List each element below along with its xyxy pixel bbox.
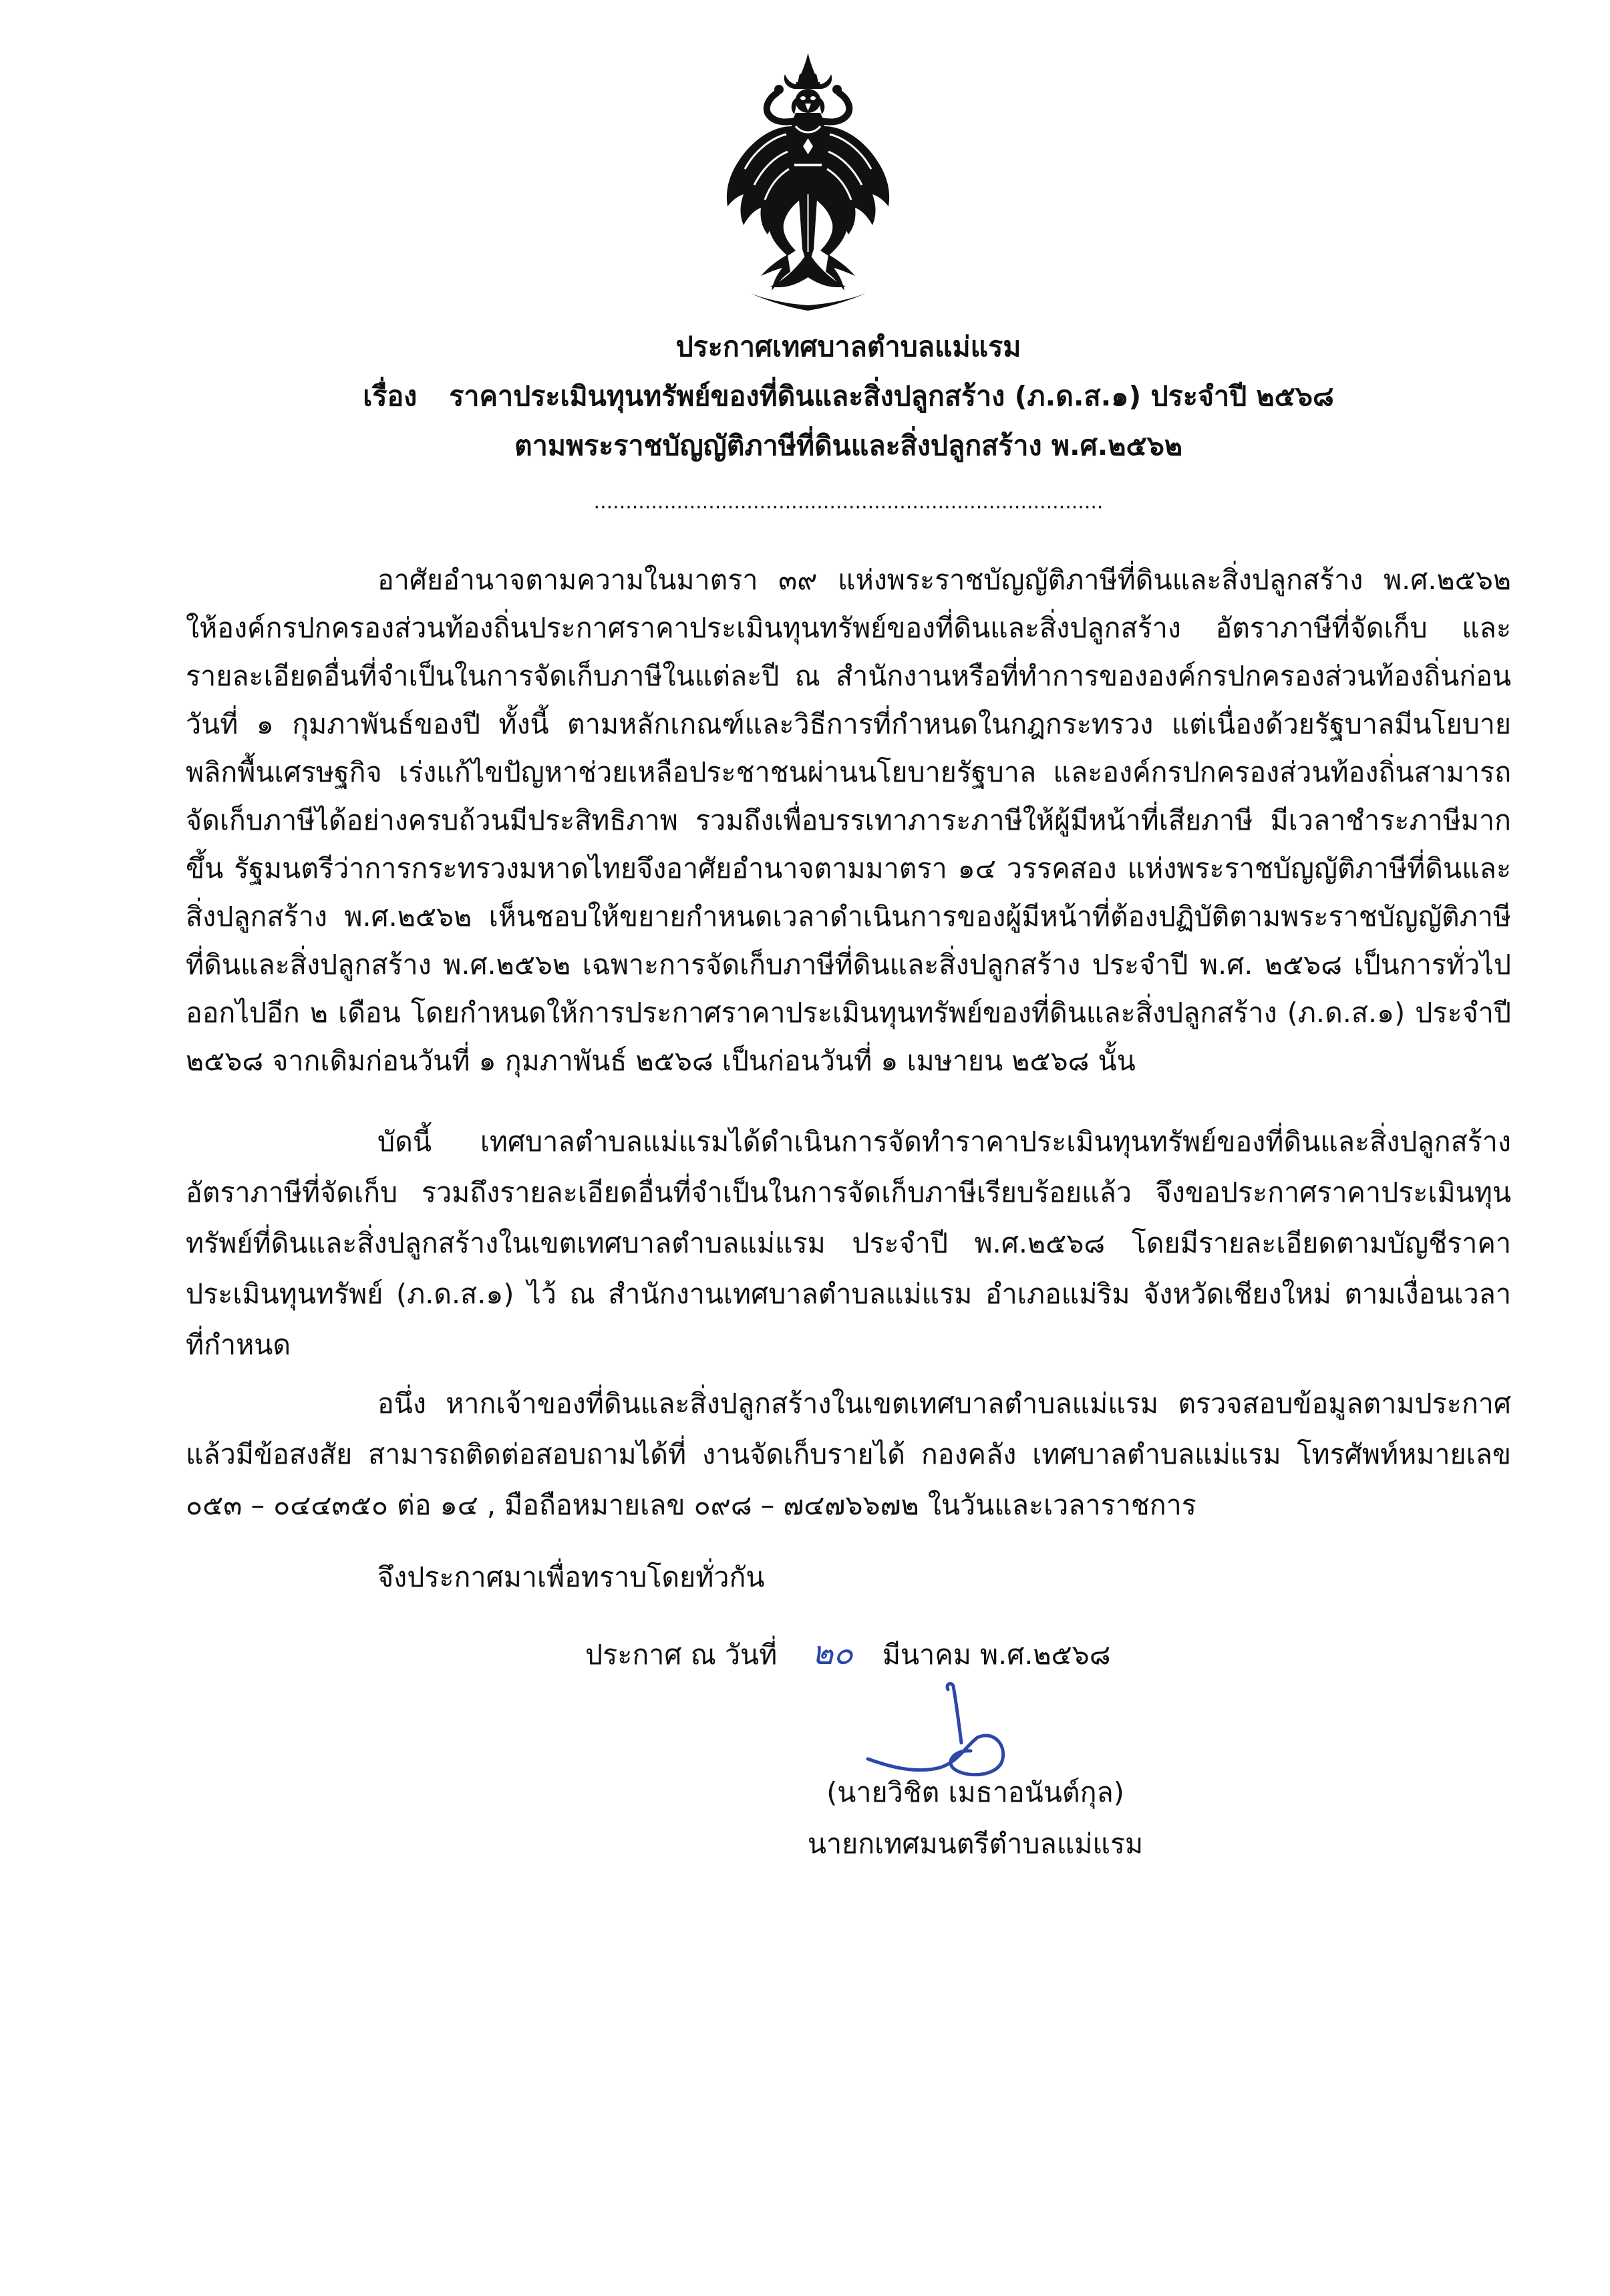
garuda-emblem xyxy=(713,51,903,312)
signatory-block xyxy=(762,1767,1189,1870)
body-line: ที่ดินและสิ่งปลูกสร้าง พ.ศ.๒๕๖๒ เฉพาะการจัดเก็บภาษีที่ดินและสิ่งปลูกสร้าง ประจำปี พ.ศ. ๒๕๖๘ เป็นการทั่วไป xyxy=(186,949,1511,981)
closing-line: จึงประกาศมาเพื่อทราบโดยทั่วกัน xyxy=(377,1561,765,1593)
date-prefix: ประกาศ ณ วันที่ xyxy=(585,1639,778,1671)
body-line: ประเมินทุนทรัพย์ (ภ.ด.ส.๑) ไว้ ณ สำนักงานเทศบาลตำบลแม่แรม อำเภอแม่ริม จังหวัดเชียงใหม่ ตามเงื่อนเวลา xyxy=(186,1278,1512,1310)
body-line: อัตราภาษีที่จัดเก็บ รวมถึงรายละเอียดอื่นที่จำเป็นในการจัดเก็บภาษีเรียบร้อยแล้ว จึงขอประกาศราคาประเมินทุน xyxy=(186,1176,1512,1208)
body-line: ออกไปอีก ๒ เดือน โดยกำหนดให้การประกาศราคาประเมินทุนทรัพย์ของที่ดินและสิ่งปลูกสร้าง (ภ.ด.ส.๑) ประจำปี xyxy=(186,997,1511,1029)
body-line: ทรัพย์ที่ดินและสิ่งปลูกสร้างในเขตเทศบาลตำบลแม่แรม ประจำปี พ.ศ.๒๕๖๘ โดยมีรายละเอียดตามบัญชีราคา xyxy=(186,1227,1511,1259)
signatory-position: นายกเทศมนตรีตำบลแม่แรม xyxy=(807,1828,1144,1860)
body-line: บัดนี้ เทศบาลตำบลแม่แรมได้ดำเนินการจัดทำราคาประเมินทุนทรัพย์ของที่ดินและสิ่งปลูกสร้าง xyxy=(377,1126,1511,1158)
body-line: ๒๕๖๘ จากเดิมก่อนวันที่ ๑ กุมภาพันธ์ ๒๕๖๘ เป็นก่อนวันที่ ๑ เมษายน ๒๕๖๘ นั้น xyxy=(186,1045,1136,1077)
subject-label: เรื่อง xyxy=(363,380,418,412)
body-line: อาศัยอำนาจตามความในมาตรา ๓๙ แห่งพระราชบัญญัติภาษีที่ดินและสิ่งปลูกสร้าง พ.ศ.๒๕๖๒ xyxy=(377,564,1511,596)
body-line: ที่กำหนด xyxy=(186,1329,291,1361)
subject-text: ราคาประเมินทุนทรัพย์ของที่ดินและสิ่งปลูกสร้าง (ภ.ด.ส.๑) ประจำปี ๒๕๖๘ xyxy=(449,380,1334,412)
signature-stroke xyxy=(947,1683,961,1743)
emblem-crown xyxy=(784,53,832,89)
body-line: ให้องค์กรปกครองส่วนท้องถิ่นประกาศราคาประเมินทุนทรัพย์ของที่ดินและสิ่งปลูกสร้าง อัตราภาษีที่จัดเก็บ และ xyxy=(186,612,1511,644)
body-line: พลิกพื้นเศรษฐกิจ เร่งแก้ไขปัญหาช่วยเหลือประชาชนผ่านนโยบายรัฐบาล และองค์กรปกครองส่วนท้องถิ่นสามารถ xyxy=(186,756,1512,788)
body-line: สิ่งปลูกสร้าง พ.ศ.๒๕๖๒ เห็นชอบให้ขยายกำหนดเวลาดำเนินการของผู้มีหน้าที่ต้องปฏิบัติตามพระราชบัญญัติภาษี xyxy=(186,900,1512,933)
body-line: รายละเอียดอื่นที่จำเป็นในการจัดเก็บภาษีในแต่ละปี ณ สำนักงานหรือที่ทำการขององค์กรปกครองส่วนท้องถิ่นก่อน xyxy=(186,660,1511,692)
signature xyxy=(864,1680,1011,1780)
emblem-body xyxy=(790,118,826,189)
body-line: ๐๕๓ – ๐๔๔๓๕๐ ต่อ ๑๔ , มือถือหมายเลข ๐๙๘ – ๗๔๗๖๖๗๒ ในวันและเวลาราชการ xyxy=(186,1489,1196,1521)
emblem-head xyxy=(792,89,825,121)
announcement-date xyxy=(585,1628,1111,1680)
act-reference: ตามพระราชบัญญัติภาษีที่ดินและสิ่งปลูกสร้าง พ.ศ.๒๕๖๒ xyxy=(514,430,1182,462)
announcement-header xyxy=(186,322,1511,470)
subject-line xyxy=(186,371,1511,421)
paragraph-1 xyxy=(186,556,1511,1085)
body-line: จัดเก็บภาษีได้อย่างครบถ้วนมีประสิทธิภาพ รวมถึงเพื่อบรรเทาภาระภาษีให้ผู้มีหน้าที่เสียภาษี มีเวลาชำระภาษีมาก xyxy=(186,804,1511,836)
handwritten-day: ๒๐ xyxy=(812,1635,853,1671)
body-line: อนึ่ง หากเจ้าของที่ดินและสิ่งปลูกสร้างในเขตเทศบาลตำบลแม่แรม ตรวจสอบข้อมูลตามประกาศ xyxy=(377,1387,1511,1420)
signatory-name: (นายวิชิต เมธาอนันต์กุล) xyxy=(826,1776,1124,1808)
paragraph-2 xyxy=(186,1116,1511,1370)
body-line: ขึ้น รัฐมนตรีว่าการกระทรวงมหาดไทยจึงอาศัยอำนาจตามมาตรา ๑๔ วรรคสอง แห่งพระราชบัญญัติภาษีที่ดินและ xyxy=(186,852,1511,884)
date-month-year: มีนาคม พ.ศ.๒๕๖๘ xyxy=(882,1639,1111,1671)
paragraph-3 xyxy=(186,1378,1511,1530)
dotted-separator: ................................................................................ xyxy=(593,490,1104,514)
body-line: วันที่ ๑ กุมภาพันธ์ของปี ทั้งนี้ ตามหลักเกณฑ์และวิธีการที่กำหนดในกฎกระทรวง แต่เนื่องด้วยรัฐบาลมีนโยบาย xyxy=(186,708,1512,740)
closing-statement xyxy=(186,1552,1511,1603)
announcement-title: ประกาศเทศบาลตำบลแม่แรม xyxy=(675,331,1021,363)
body-line: แล้วมีข้อสงสัย สามารถติดต่อสอบถามได้ที่ งานจัดเก็บรายได้ กองคลัง เทศบาลตำบลแม่แรม โทรศัพท์หมายเลข xyxy=(186,1438,1512,1470)
